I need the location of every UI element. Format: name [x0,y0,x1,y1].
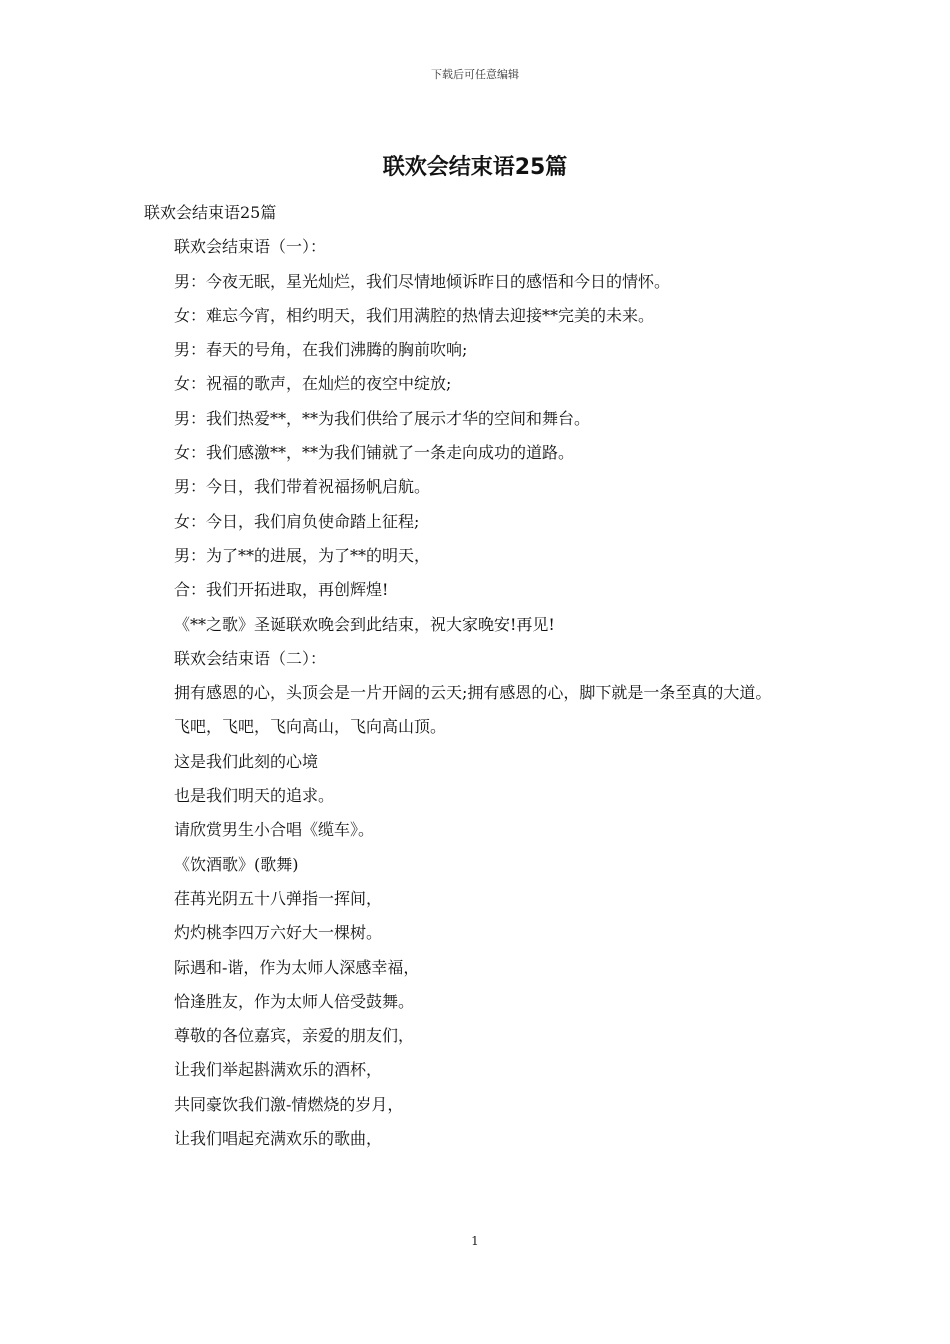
paragraph: 尊敬的各位嘉宾，亲爱的朋友们， [174,1026,415,1046]
paragraph: 拥有感恩的心，头顶会是一片开阔的云天;拥有感恩的心，脚下就是一条至真的大道。 [174,683,772,703]
paragraph: 让我们举起斟满欢乐的酒杯， [174,1060,383,1080]
paragraph: 男：我们热爱**，**为我们供给了展示才华的空间和舞台。 [174,408,591,428]
document-title: 联欢会结束语25篇 [382,155,568,180]
paragraph: 《饮酒歌》(歌舞) [174,854,299,874]
paragraph: 荏苒光阴五十八弹指一挥间， [174,888,383,908]
document-body [144,196,814,1156]
paragraph: 男：今夜无眠，星光灿烂，我们尽情地倾诉昨日的感悟和今日的情怀。 [174,271,671,291]
paragraph: 联欢会结束语25篇 [144,203,277,222]
page-number: 1 [471,1234,479,1248]
paragraph: 合：我们开拓进取，再创辉煌! [174,580,389,600]
paragraph: 共同豪饮我们激-情燃烧的岁月， [174,1094,404,1114]
paragraph: 灼灼桃李四万六好大一棵树。 [174,923,383,943]
paragraph: 男：今日，我们带着祝福扬帆启航。 [174,477,431,497]
paragraph: 男：为了**的进展，为了**的明天， [174,545,431,565]
paragraph: 女：祝福的歌声，在灿烂的夜空中绽放; [174,374,452,394]
paragraph: 女：今日，我们肩负使命踏上征程; [174,511,420,531]
paragraph: 飞吧，飞吧，飞向高山，飞向高山顶。 [174,717,447,737]
paragraph: 恰逢胜友，作为太师人倍受鼓舞。 [174,991,415,1011]
paragraph: 际遇和-谐，作为太师人深感幸福， [174,957,420,977]
header-note: 下载后可任意编辑 [431,68,519,81]
paragraph: 联欢会结束语（一）： [174,237,327,257]
paragraph: 也是我们明天的追求。 [174,786,335,806]
paragraph: 这是我们此刻的心境 [174,751,319,771]
paragraph: 《**之歌》圣诞联欢晚会到此结束，祝大家晚安!再见! [174,614,555,634]
paragraph: 女：难忘今宵，相约明天，我们用满腔的热情去迎接**完美的未来。 [174,305,655,325]
paragraph: 女：我们感激**，**为我们铺就了一条走向成功的道路。 [174,443,575,463]
paragraph: 请欣赏男生小合唱《缆车》。 [174,820,375,840]
paragraph: 联欢会结束语（二）： [174,648,327,668]
paragraph: 让我们唱起充满欢乐的歌曲， [174,1129,383,1149]
paragraph: 男：春天的号角，在我们沸腾的胸前吹响; [174,340,468,360]
